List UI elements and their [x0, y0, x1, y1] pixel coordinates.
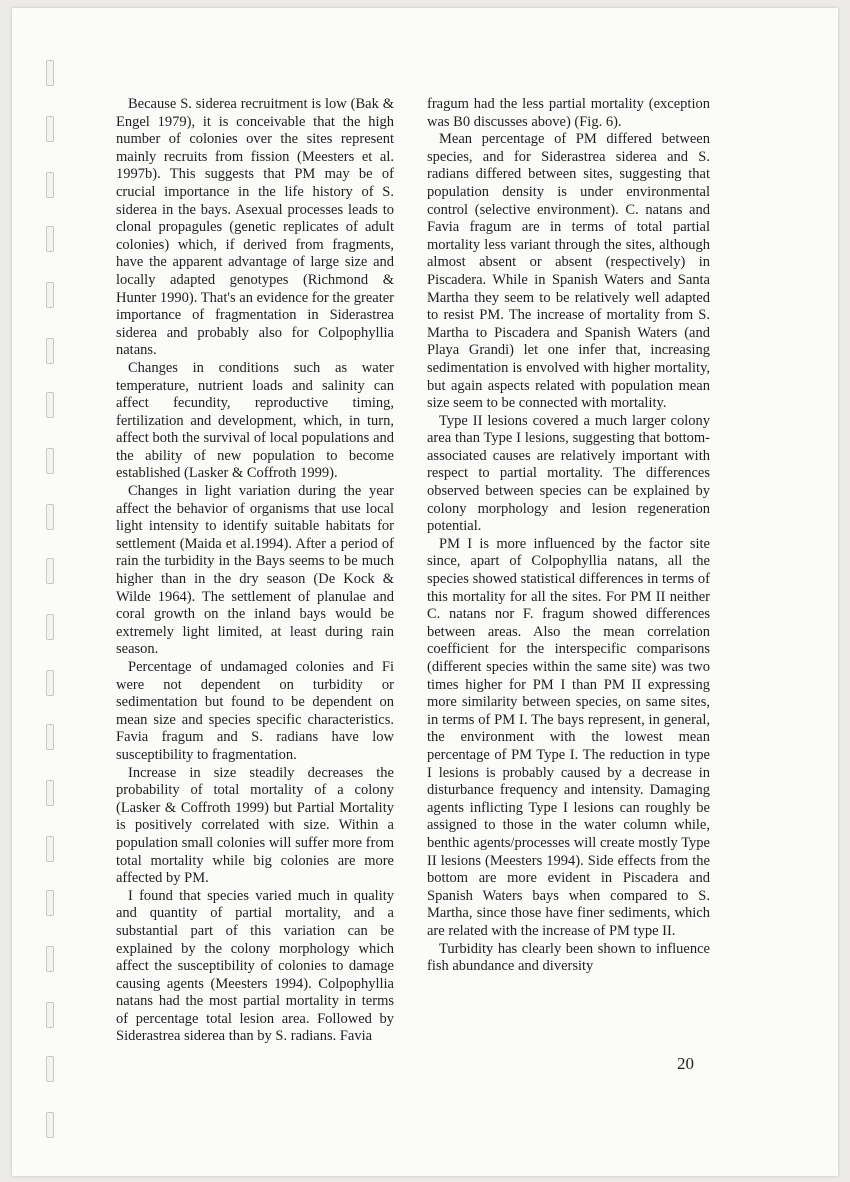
binding-hole: [46, 282, 54, 308]
binding-hole: [46, 890, 54, 916]
binding-hole: [46, 226, 54, 252]
binding-hole: [46, 1002, 54, 1028]
binding-hole: [46, 558, 54, 584]
binding-hole: [46, 172, 54, 198]
binding-holes: [34, 8, 64, 1176]
binding-hole: [46, 504, 54, 530]
paragraph: Type II lesions covered a much larger colony area than Type I lesions, suggesting that bottom-associated causes are relatively important with respect to partial mortality. The differences observed between species can be explained by colony morphology and lesion regeneration potential.: [427, 412, 710, 535]
binding-hole: [46, 670, 54, 696]
binding-hole: [46, 116, 54, 142]
binding-hole: [46, 1056, 54, 1082]
paragraph: I found that species varied much in quality and quantity of partial mortality, and a substantial part of this variation can be explained by the colony morphology which affect the susceptibility of colonies to damage causing agents (Meesters 1994). Colpophyllia natans had the most partial mortality in terms of percentage total lesion area. Followed by Siderastrea siderea than by S. radians. Favia: [116, 887, 394, 1045]
binding-hole: [46, 724, 54, 750]
binding-hole: [46, 1112, 54, 1138]
binding-hole: [46, 614, 54, 640]
page-number: 20: [677, 1054, 694, 1073]
binding-hole: [46, 392, 54, 418]
paragraph: Increase in size steadily decreases the probability of total mortality of a colony (Lasker & Coffroth 1999) but Partial Mortality is positively correlated with size. Within a population small colonies will suffer more from total mortality while big colonies are more affected by PM.: [116, 764, 394, 887]
right-column: [427, 96, 710, 976]
binding-hole: [46, 338, 54, 364]
paragraph: Percentage of undamaged colonies and Fi were not dependent on turbidity or sedimentation but found to be dependent on mean size and species specific characteristics. Favia fragum and S. radians have low susceptibility to fragmentation.: [116, 659, 394, 763]
paragraph: Because S. siderea recruitment is low (Bak & Engel 1979), it is conceivable that the high number of colonies over the sites represent mainly recruits from fission (Meesters et al. 1997b). This suggests that PM may be of crucial importance in the life history of S. siderea in the bays. Asexual processes leads to clonal propagules (genetic replicates of adult colonies) which, if derived from fragments, have the apparent advantage of large size and locally adapted genotypes (Richmond & Hunter 1990). That's an evidence for the greater importance of fragmentation in Siderastrea siderea and probably also for Colpophyllia natans.: [116, 96, 394, 359]
binding-hole: [46, 780, 54, 806]
left-column: [116, 96, 394, 1046]
paragraph: fragum had the less partial mortality (exception was B0 discusses above) (Fig. 6).: [427, 96, 710, 130]
paragraph: Turbidity has clearly been shown to influence fish abundance and diversity: [427, 940, 710, 975]
binding-hole: [46, 60, 54, 86]
paragraph: Changes in light variation during the year affect the behavior of organisms that use local light intensity to identify suitable habitats for settlement (Maida et al.1994). After a period of rain the turbidity in the Bays seems to be much higher than in the dry season (De Kock & Wilde 1964). The settlement of planulae and coral growth on the inland bays would be extremely light limited, at least during rain season.: [116, 483, 394, 658]
paragraph: Mean percentage of PM differed between species, and for Siderastrea siderea and S. radians differed between sites, suggesting that population density is under environmental control (selective environment). C. natans and Favia fragum are in terms of total partial mortality less variant through the sites, although almost absent or absent (respectively) in Piscadera. While in Spanish Waters and Santa Martha they seem to be relatively well adapted to resist PM. The increase of mortality from S. Martha to Piscadera and Spanish Waters (and Playa Grandi) let one infer that, increasing sedimentation is envolved with higher mortality, but again aspects related with population mean size seem to be connected with mortality.: [427, 131, 710, 412]
binding-hole: [46, 946, 54, 972]
paragraph: PM I is more influenced by the factor site since, apart of Colpophyllia natans, all the species showed statistical differences in terms of this mortality for all the sites. For PM II neither C. natans nor F. fragum showed differences between areas. Also the mean correlation coefficient for the interspecific comparisons (different species within the same site) was two times higher for PM I than PM II expressing more similarity between species, on same sites, in terms of PM I. The bays represent, in general, the environment with the lowest mean percentage of PM Type I. The reduction in type I lesions is probably caused by a decrease in disturbance frequency and intensity. Damaging agents inflicting Type I lesions can roughly be assigned to those in the water column while, benthic agents/processes will create mostly Type II lesions (Meesters 1994). Side effects from the bottom are more evident in Piscadera and Spanish Waters bays when compared to S. Martha, since those have finer sediments, which are related with the increase of PM type II.: [427, 535, 710, 939]
binding-hole: [46, 448, 54, 474]
paragraph: Changes in conditions such as water temperature, nutrient loads and salinity can affect fecundity, reproductive timing, fertilization and development, which, in turn, affect both the survival of local populations and the ability of new population to become established (Lasker & Coffroth 1999).: [116, 359, 394, 482]
binding-hole: [46, 836, 54, 862]
